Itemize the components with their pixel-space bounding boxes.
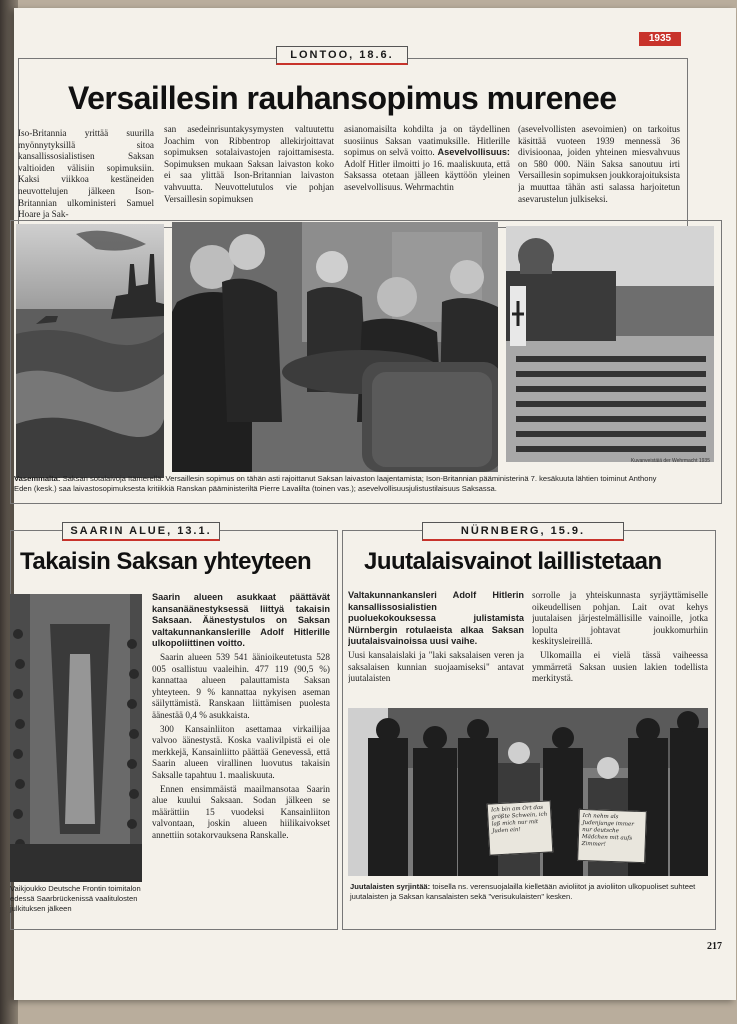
article3-col-2 [532, 590, 708, 706]
subhead-asevelvollisuus: Asevelvollisuus: [437, 147, 510, 158]
sign-left: Ich bin am Ort das größte Schwein, ich laß mich nur mit Juden ein! [487, 800, 554, 855]
article3-paragraph-3: Ulkomailla ei vielä tässä vaiheessa ymmärretä Saksan uusien lakien todellista merkitystä. [532, 649, 708, 684]
article1-col-1: Iso-Britannia yrittää suurilla myönnytyksillä sitoa kansallissosialistisen Saksan valtioiden välisiin sopimuksiin. Kaksi viikkoa kestäneiden neuvottelujen jälkeen Ison-Britannian ulkoministeri Samuel Hoare ja Sak- [18, 128, 154, 220]
headline-nuernberg: Juutalaisvainot laillistetaan [364, 548, 662, 575]
photo-parade [506, 226, 714, 462]
sign-right: Ich nehm als Judenjunge immer nur deutsche Mädchen mit aufs Zimmer! [577, 809, 647, 863]
article1-col-2: san asedeinrisuntakysymysten valtuutettu Joachim von Ribbentrop allekirjoittavat sopimuksen sotalaivastojen rajoittamisesta. Sopimuksen mukaan Saksan laivaston koko ei saa ylittää Ison-Britannian laivaston vahvuutta. Neuvottelutulos vie pohjan Versaillesin sopimuksen [164, 124, 334, 204]
caption-versailles [14, 474, 674, 494]
article2-lead: Saarin alueen asukkaat päättävät kansanäänestyksessä liittyä takaisin Saksaan. Äänestystulos on Saksan valtakunnankanslerille Adolf Hitlerille ulkopoliittinen voitto. [152, 592, 330, 649]
photo-saarbruecken-crowd [10, 594, 142, 882]
year-badge: 1935 [639, 32, 681, 46]
headline-versailles: Versaillesin rauhansopimus murenee [68, 80, 617, 116]
dateline-lontoo: LONTOO, 18.6. [276, 46, 408, 65]
article2-text [152, 592, 330, 922]
caption-nuernberg-label: Juutalaisten syrjintää: [350, 882, 431, 891]
article1-col-3-pre: asianomaisilta kohdilta ja on täydellinen suosiinus Saksan vaatimuksille. Hitlerille sopimus on selvä voitto. [344, 124, 510, 158]
headline-saar: Takaisin Saksan yhteyteen [20, 548, 312, 575]
article3-paragraph-1: Uusi kansalaislaki ja "laki saksalaisen veren ja saksalaisen kunnian suojaamiseksi" antavat juutalaisten [348, 649, 524, 684]
photo-discrimination [348, 708, 708, 876]
caption-versailles-text: Saksan sotalaivoja Itämerellä. Versaillesin sopimus on tähän asti rajoittanut Saksan laivaston laajentamista; Ison-Britannian pääministerinä 7. kesäkuuta lähtien toiminut Anthony Eden (kesk.) saa laivastosopimuksesta kritiikkiä Ranskan pääministeriltä Pierre Lavalilta (toinen vas.); asevelvollisuusjulistustilaisuus Saksassa. [14, 474, 657, 493]
photo-credit: Kuvanveistäjä der Wehrmacht 1935 [630, 458, 710, 462]
article1-col-4: (asevelvollisten asevoimien) on tarkoitus käsittää vuoteen 1939 mennessä 36 divisioonaa, joiden yhteinen miesvahvuus on 580 000. Näin Saksa sanoutuu irti Versaillesin sopimuksen joukkorajoituksista ja muuttaa tähän asti salassa harjoitetun asevarustelun julkiseksi. [518, 124, 680, 204]
article1-col-3 [344, 124, 510, 220]
book-page [10, 8, 736, 1000]
photo-conference [172, 222, 498, 472]
caption-versailles-label: Vasemmalta: [14, 474, 61, 483]
article3-col-1 [348, 590, 524, 706]
article3-paragraph-2: sorrolle ja yhteiskunnasta syrjäyttämiselle oikeudellisen pohjan. Lait ovat kehys juutalaisen järjestelmällisille vainoille, jotka lopulta johtavat joukkomurhiin keskitysleireillä. [532, 590, 708, 647]
article1-col-3-post: Adolf Hitler ilmoitti jo 16. maaliskuuta, että Saksassa otetaan jälleen käyttöön yleinen asevelvollisuus. Wehrmachtin [344, 158, 510, 192]
page-number: 217 [707, 941, 722, 952]
article2-paragraph-1: Saarin alueen 539 541 äänioikeutetusta 528 005 osallistuu vaaleihin. 477 119 (90,5 %) kannattaa alueen palauttamista Saksan yhteyteen. 9 % kannattaa nykyisen aseman säilyttämistä. Ranskaan liittämisen puolesta äänestää 0,4 % asukkaista. [152, 651, 330, 720]
caption-nuernberg-text: toisella ns. verensuojalailla kielletään avioliitot ja avioliiton ulkopuoliset suhteet juutalaisten ja Saksan kansalaisten sekä "verisukulaisten" kesken. [350, 882, 696, 901]
article3-lead: Valtakunnankansleri Adolf Hitlerin kansallissosialistien puoluekokouksessa julistamista Nürnbergin rotulaeista alkaa Saksan juutalaisvainoissa uusi vaihe. [348, 590, 524, 647]
article2-paragraph-3: Ennen ensimmäistä maailmansotaa Saarin alue kuului Saksaan. Sodan jälkeen se määrättiin 15 vuodeksi Kansainliiton valvontaan, joskin alueen hiilikaivokset annettiin sotakorvauksena Ranskalle. [152, 783, 330, 840]
photo-warship [16, 224, 164, 478]
article2-paragraph-2: 300 Kansainliiton asettamaa virkailijaa valvoo äänestystä. Koska vaalivilpistä ei ole merkkejä, Kansainliitto päättää Genevessä, että Saarin alueen virallinen luovutus takaisin Saksalle tapahtuu 1. maaliskuuta. [152, 723, 330, 780]
caption-saar: Vaikjoukko Deutsche Frontin toimitalon edessä Saarbrückenissä vaalitulosten julkituksen jälkeen [10, 884, 141, 913]
caption-nuernberg [350, 882, 706, 902]
dateline-saarin-alue: SAARIN ALUE, 13.1. [62, 522, 220, 541]
dateline-nuernberg: NÜRNBERG, 15.9. [422, 522, 624, 541]
